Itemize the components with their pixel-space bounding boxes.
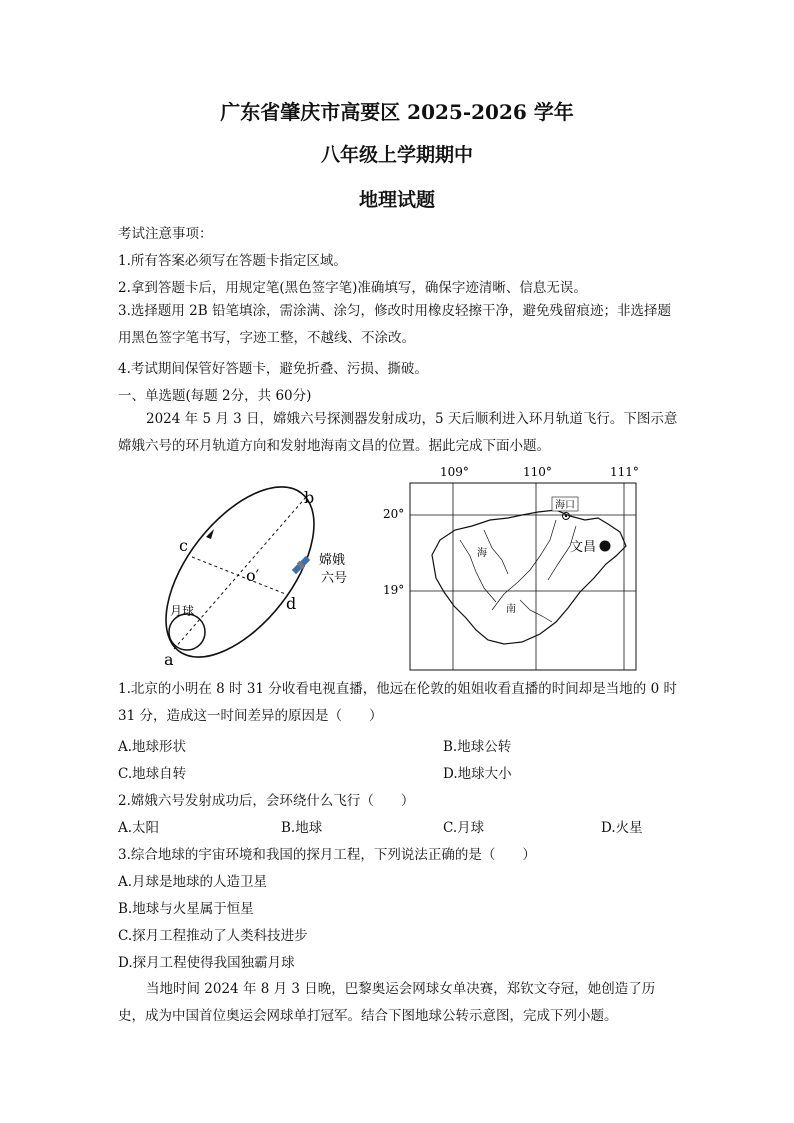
question-3-stem: 3.综合地球的宇宙环境和我国的探月工程，下列说法正确的是（ ） [118,847,536,863]
section-heading: 一、单选题(每题 2分，共 60分) [118,388,312,404]
question-3-option-a: A.月球是地球的人造卫星 [118,874,268,890]
orbit-diagram [148,485,368,670]
haikou-marker-dot [565,515,567,517]
moon-circle [169,614,205,650]
notice-heading: 考试注意事项： [118,226,213,242]
axis-a-b [174,497,306,649]
notice-item-1: 1.所有答案必须写在答题卡指定区域。 [118,253,347,269]
exam-title-line1: 广东省肇庆市高要区 2025-2026 学年 [220,100,574,124]
section-2-intro: 当地时间 2024 年 8 月 3 日晚，巴黎奥运会网球女单决赛，郑钦文夺冠，她创造了历史，成为中国首位奥运会网球单打冠军。结合下图地球公转示意图，完成下列小题。 [118,981,656,1024]
probe-label-line1: 嫦娥 [319,553,346,568]
question-2-stem: 2.嫦娥六号发射成功后，会环绕什么飞行（ ） [118,793,415,809]
question-2-option-b: B.地球 [281,820,323,836]
point-a-label: a [164,650,174,669]
question-2-option-a: A.太阳 [118,820,160,836]
point-b-label: b [304,488,315,507]
river-3 [484,530,508,574]
lat-label-20: 20° [383,507,405,521]
hainan-map [380,460,650,675]
question-3-option-d: D.探月工程使得我国独霸月球 [118,955,295,971]
island-label-char1: 海 [477,548,487,559]
probe-label-line2: 六号 [321,571,348,586]
hainan-island-outline [432,510,626,644]
moon-label: 月球 [170,604,195,618]
lon-label-111: 111° [610,465,639,479]
question-1-option-b: B.地球公转 [443,739,512,755]
point-d-label: d [286,594,297,613]
section-intro: 2024 年 5 月 3 日，嫦娥六号探测器发射成功，5 天后顺利进入环月轨道飞行。下图示意嫦娥六号的环月轨道方向和发射地海南文昌的位置。据此完成下面小题。 [118,411,678,454]
question-3-option-c: C.探月工程推动了人类科技进步 [118,928,308,944]
wenchang-label: 文昌 [570,540,597,555]
question-1-option-d: D.地球大小 [443,766,512,782]
notice-item-3: 3.选择题用 2B 铅笔填涂，需涂满、涂匀，修改时用橡皮轻擦干净，避免残留痕迹；非选择题用黑色签字笔书写，字迹工整，不越线、不涂改。 [118,303,671,346]
haikou-label: 海口 [555,500,575,511]
question-2-option-c: C.月球 [443,820,485,836]
lon-label-110: 110° [523,465,552,479]
question-3-option-b: B.地球与火星属于恒星 [118,901,254,917]
question-1-option-c: C.地球自转 [118,766,187,782]
notice-item-2: 2.拿到答题卡后，用规定笔(黑色签字笔)准确填写，确保字迹清晰、信息无误。 [118,280,587,296]
exam-title-line2: 八年级上学期期中 [320,144,473,166]
river-1 [492,520,556,610]
notice-item-4: 4.考试期间保管好答题卡，避免折叠、污损、撕破。 [118,361,428,377]
lon-label-109: 109° [440,465,469,479]
question-1-stem: 1.北京的小明在 8 时 31 分收看电视直播，他远在伦敦的姐姐收看直播的时间却是当地的 0 时 31 分，造成这一时间差异的原因是（ ） [118,681,677,724]
center-o-label: o′ [246,566,260,585]
wenchang-marker-icon [600,541,611,552]
lat-label-19: 19° [383,583,405,597]
island-label-char2: 南 [506,604,516,615]
axis-c-d [192,557,288,595]
point-c-label: c [179,536,188,555]
question-1-option-a: A.地球形状 [118,739,187,755]
exam-subject-title: 地理试题 [358,189,435,211]
question-2-option-d: D.火星 [601,820,643,836]
